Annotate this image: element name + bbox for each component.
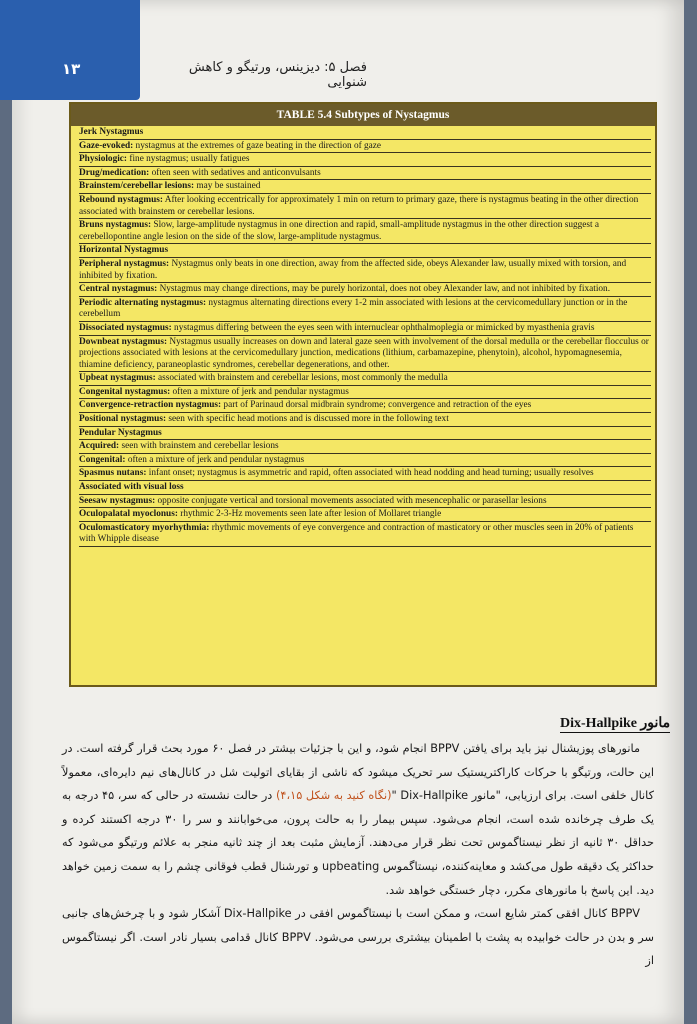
page-number: ۱۳ [62, 60, 81, 78]
row-description: fine nystagmus; usually fatigues [127, 154, 250, 165]
row-term: Dissociated nystagmus: [79, 322, 172, 333]
paragraph-2: BPPV کانال افقی کمتر شایع است، و ممکن است با نیستاگموس افقی در Dix-Hallpike آشکار شود و با چرخش‌های جانبی سر و بدن در حالت خوابیده به پشت با اطمینان بیشتری بررسی می‌شود. BPPV کانال قدامی بسیار نادر است. اگر نیستاگموس از [62, 907, 654, 968]
table-row [79, 454, 651, 468]
table-section-header [79, 481, 651, 495]
table-section-header [79, 126, 651, 140]
body-text [62, 737, 654, 973]
row-description: seen with specific head motions and is discussed more in the following text [166, 414, 449, 425]
row-term: Convergence-retraction nystagmus: [79, 400, 222, 411]
table-row [79, 522, 651, 547]
table-row [79, 140, 651, 154]
row-description: seen with brainstem and cerebellar lesions [119, 441, 279, 452]
table-row [79, 467, 651, 481]
row-description: often a mixture of jerk and pendular nystagmus [125, 454, 305, 465]
row-term: Physiologic: [79, 154, 128, 165]
row-term: Seesaw nystagmus: [79, 495, 156, 506]
table-section-header [79, 244, 651, 258]
table-row [79, 508, 651, 522]
paragraph-1-part-b: در حالت نشسته در حالی که سر، ۴۵ درجه به یک طرف چرخانده شده است، انجام می‌شود. سپس بیمار را به حالت پرون، می‌خوابانند و سر را ۳۰ درجه اکستند کرده و حداقل ۳۰ ثانیه از نظر نیستاگموس تحت نظر قرار می‌دهند. آزمایش مثبت بعد از چند ثانیه منجر به علائم ورتیگو می‌شود که حداکثر یک دقیقه طول می‌کشد و معاینه‌کننده، نیستاگموس upbeating و تورشنال قطب فوقانی چشم را به سمت زمین خواهد دید. این پاسخ با مانورهای مکرر، دچار خستگی خواهد شد. [62, 789, 654, 897]
table-row [79, 297, 651, 322]
table-row [79, 495, 651, 509]
row-term: Central nystagmus: [79, 284, 158, 295]
row-term: Congenital: [79, 454, 126, 465]
table-row [79, 399, 651, 413]
paragraph-1 [62, 737, 654, 902]
row-term: Horizontal Nystagmus [79, 245, 169, 256]
table-row [79, 372, 651, 386]
row-term: Oculopalatal myoclonus: [79, 509, 178, 520]
table-row [79, 440, 651, 454]
table-rows [71, 126, 655, 547]
row-description: Nystagmus may change directions, may be purely horizontal, does not obey Alexander law, and not inhibited by fixation. [157, 284, 611, 295]
table-row [79, 194, 651, 219]
figure-reference: (نگاه کنید به شکل ۴،۱۵) [275, 789, 392, 803]
book-page [12, 0, 684, 1024]
table-row [79, 386, 651, 400]
row-description: rhythmic 2-3-Hz movements seen late after lesion of Mollaret triangle [177, 509, 442, 520]
row-term: Peripheral nystagmus: [79, 258, 170, 269]
table-row [79, 180, 651, 194]
row-description: part of Parinaud dorsal midbrain syndrome; convergence and retraction of the eyes [221, 400, 532, 411]
table-row [79, 258, 651, 283]
row-description: associated with brainstem and cerebellar lesions, most commonly the medulla [155, 373, 448, 384]
row-term: Downbeat nystagmus: [79, 336, 168, 347]
row-description: often seen with sedatives and anticonvulsants [149, 167, 321, 178]
chapter-tab [0, 0, 140, 100]
row-description: nystagmus alternating directions every 1-2 min associated with lesions at the cervicomedullary junction or in the cerebellum [79, 297, 628, 320]
row-description: After looking eccentrically for approximately 1 min on return to primary gaze, there is nystagmus beating in the other direction associated with brainstem or cerebellar lesions. [79, 194, 639, 217]
row-description: Nystagmus only beats in one direction, away from the affected side, obeys Alexander law, usually mixed with torsion, and inhibited by fixation. [79, 258, 627, 281]
row-term: Gaze-evoked: [79, 140, 134, 151]
row-term: Brainstem/cerebellar lesions: [79, 181, 195, 192]
row-term: Oculomasticatory myorhythmia: [79, 522, 210, 533]
nystagmus-table [69, 102, 657, 687]
table-row [79, 413, 651, 427]
row-description: often a mixture of jerk and pendular nystagmus [170, 386, 349, 397]
row-term: Upbeat nystagmus: [79, 373, 156, 384]
row-term: Drug/medication: [79, 167, 150, 178]
row-term: Pendular Nystagmus [79, 427, 162, 438]
row-description: rhythmic movements of eye convergence and contraction of masticatory or other muscles seen in 20% of patients with Whipple disease [79, 522, 634, 545]
table-row [79, 336, 651, 373]
row-term: Positional nystagmus: [79, 414, 167, 425]
section-heading: مانور Dix-Hallpike [560, 716, 671, 731]
row-description: Slow, large-amplitude nystagmus in one direction and rapid, small-amplitude nystagmus in the other direction suggest a cerebellopontine angle lesion on the side of the slow, large-amplitude nystagmus. [79, 220, 600, 242]
row-term: Periodic alternating nystagmus: [79, 297, 207, 308]
row-description: nystagmus at the extremes of gaze beating in the direction of gaze [133, 140, 382, 151]
row-description: may be sustained [194, 181, 261, 192]
row-term: Associated with visual loss [79, 482, 184, 493]
row-description: opposite conjugate vertical and torsional movements associated with mesencephalic or parasellar lesions [155, 495, 547, 506]
row-description: Nystagmus usually increases on down and lateral gaze seen with involvement of the dorsal medulla or the cerebellar flocculus or projections associated with lesions at the cervicomedullary junction, medications (lithium, carbamazepine, phenytoin), alcohol, hypomagnesemia, thiamine deficiency, paraneoplastic syndromes, cerebellar degenerations, and other. [79, 336, 649, 370]
chapter-title: فصل ۵: دیزینس، ورتیگو و کاهش شنوایی [188, 60, 367, 90]
row-term: Jerk Nystagmus [79, 127, 144, 137]
row-term: Congenital nystagmus: [79, 386, 171, 397]
table-row [79, 167, 651, 181]
table-title: TABLE 5.4 Subtypes of Nystagmus [71, 104, 655, 126]
row-term: Acquired: [79, 441, 120, 452]
table-section-header [79, 427, 651, 441]
table-row [79, 153, 651, 167]
row-term: Rebound nystagmus: [79, 194, 163, 205]
row-term: Bruns nystagmus: [79, 220, 152, 231]
table-row [79, 322, 651, 336]
table-row [79, 219, 651, 244]
paragraph-1-part-a: مانورهای پوزیشنال نیز باید برای یافتن BPPV انجام شود، و این با جزئیات بیشتر در فصل ۶۰ مورد بحث قرار گرفته است. در این حالت، ورتیگو با حرکات کاراکتریستیک سر تحریک میشود که ناشی از بقایای اتولیت شل در کانال‌های نیم دایره‌ای، معمولاً کانال خلفی است. برای ارزیابی، "مانور Dix-Hallpike " [62, 742, 654, 803]
row-term: Spasmus nutans: [79, 468, 147, 479]
row-description: infant onset; nystagmus is asymmetric and rapid, often associated with head nodding and head turning; usually resolves [146, 468, 594, 479]
row-description: nystagmus differing between the eyes seen with internuclear ophthalmoplegia or mimicked by myasthenia gravis [171, 322, 595, 333]
table-row [79, 283, 651, 297]
